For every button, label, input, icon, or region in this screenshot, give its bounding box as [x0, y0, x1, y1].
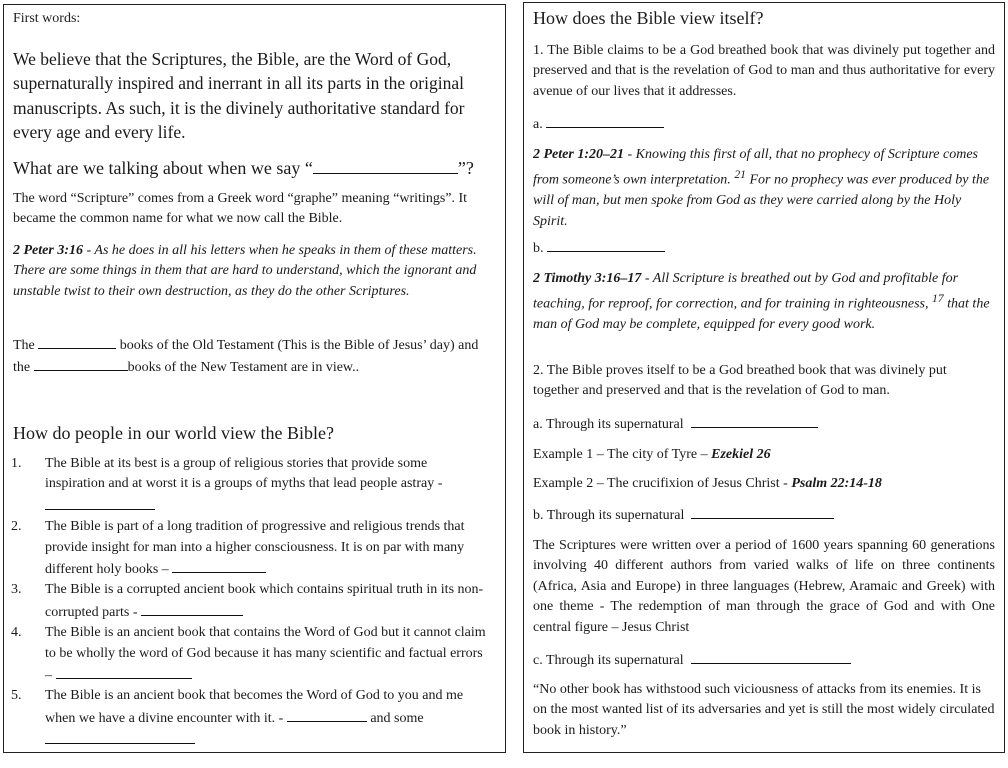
question-prefix: What are we talking about when we say “ — [13, 158, 313, 178]
books-sentence — [13, 334, 493, 379]
through-b-blank[interactable] — [691, 504, 834, 519]
first-words-label: First words: — [13, 11, 81, 26]
answer-blank[interactable] — [45, 495, 155, 510]
world-view-item — [11, 580, 486, 623]
answer-blank[interactable] — [172, 558, 266, 573]
through-c — [533, 649, 851, 671]
verse-21-marker: 21 — [734, 168, 746, 182]
closing-quote: “No other book has withstood such viciousness of attacks from its enemies. It is on the most wanted list of its adversaries and yet is still the most widely circulated book in history.” — [533, 682, 995, 738]
blank-a-label: a. — [533, 117, 543, 132]
item-text: The Bible is a corrupted ancient book which contains spiritual truth in its non-corrupted parts - — [45, 582, 484, 620]
world-view-item — [11, 454, 486, 517]
scriptures-facts: The Scriptures were written over a period of 1600 years spanning 60 generations involving 40 different authors from varied walks of life on three continents (Africa, Asia and Europe) in three languages (Hebrew, Aramaic and Greek) with one theme - The redemption of man through the grace of God and with One central figure – Jesus Christ — [533, 538, 995, 635]
answer-blank-1[interactable] — [287, 707, 367, 722]
answer-blank-2[interactable] — [45, 729, 195, 744]
answer-blank[interactable] — [56, 664, 192, 679]
item-text: The Bible at its best is a group of religious stories that provide some inspiration and at worst it is a groups of myths that lead people astray - — [45, 456, 443, 492]
world-view-item — [11, 623, 486, 686]
peter-3-16-passage — [13, 241, 493, 302]
verse-17-marker: 17 — [932, 292, 944, 306]
item-number: 4. — [11, 625, 22, 641]
peter-1-20-text-2: For no prophecy was ever produced by the will of man, but men spoke from God as they were carried along by the Holy Spirit. — [533, 173, 990, 229]
example-2 — [533, 474, 882, 494]
item-number: 3. — [11, 582, 22, 598]
item-text-mid: and some — [366, 710, 424, 726]
through-a-text: a. Through its supernatural — [533, 417, 684, 432]
through-c-blank[interactable] — [691, 649, 851, 664]
through-b-text: b. Through its supernatural — [533, 508, 685, 523]
through-b — [533, 504, 834, 526]
right-heading: How does the Bible view itself? — [533, 8, 764, 28]
item-number: 2. — [11, 519, 22, 535]
through-c-text: c. Through its supernatural — [533, 653, 684, 668]
peter-3-16-reference: 2 Peter 3:16 — [13, 243, 83, 258]
example-1-text: Example 1 – The city of Tyre – — [533, 447, 712, 462]
question-suffix: ”? — [457, 158, 474, 178]
item-text: The Bible is part of a long tradition of progressive and religious trends that provide insight for man into a higher consciousness. It is on par with many different holy books – — [45, 519, 465, 578]
item-text: The Bible is an ancient book that becomes the Word of God to you and me when we have a divine encounter with it. - — [45, 688, 464, 726]
answer-blank[interactable] — [141, 601, 243, 616]
timothy-text-1: - All Scripture is breathed out by God and profitable for teaching, for reproof, for correction, and for training in righteousness, — [533, 271, 959, 313]
point-2: 2. The Bible proves itself to be a God breathed book that was divinely put together and preserved and that is the revelation of God to man. — [533, 363, 947, 399]
blank-b — [533, 237, 665, 259]
new-testament-count-blank[interactable] — [34, 356, 128, 371]
item-text: The Bible is an ancient book that contains the Word of God but it cannot claim to be wholly the word of God because it has many scientific and factual errors – — [45, 625, 486, 684]
scripture-definition: The word “Scripture” comes from a Greek word “graphe” meaning “writings”. It became the common name for what we now call the Bible. — [13, 191, 468, 227]
blank-b-label: b. — [533, 241, 544, 256]
world-view-heading: How do people in our world view the Bible? — [13, 423, 334, 443]
blank-b-line[interactable] — [547, 237, 665, 252]
point-1: 1. The Bible claims to be a God breathed book that was divinely put together and preserved and that is the revelation of God to man and thus authoritative for every avenue of our lives that it addresses. — [533, 43, 995, 99]
peter-1-20-text-1: - Knowing this first of all, that no prophecy of Scripture comes from someone’s own interpretation. — [533, 147, 978, 189]
peter-1-20-passage — [533, 145, 995, 232]
books-part1: The — [13, 338, 35, 353]
peter-1-20-reference: 2 Peter 1:20–21 — [533, 147, 624, 162]
world-view-item — [11, 517, 486, 580]
belief-statement: We believe that the Scriptures, the Bible, are the Word of God, supernaturally inspired and inerrant in all its parts in the original manuscripts. As such, it is the divinely authoritative standard for every age and every life. — [13, 49, 465, 143]
item-number: 1. — [11, 456, 22, 471]
question-heading — [13, 157, 493, 179]
through-a-blank[interactable] — [691, 413, 818, 428]
old-testament-count-blank[interactable] — [38, 334, 116, 349]
example-1-reference: Ezekiel 26 — [711, 447, 771, 462]
example-2-text: Example 2 – The crucifixion of Jesus Christ - — [533, 476, 792, 491]
example-2-reference: Psalm 22:14-18 — [791, 476, 882, 491]
timothy-text-2: that the man of God may be complete, equipped for every good work. — [533, 297, 990, 333]
books-part2: books of the Old Testament (This is the Bible of Jesus’ day) and the — [13, 338, 479, 376]
world-views-list — [11, 454, 486, 752]
timothy-passage — [533, 269, 995, 336]
world-view-item — [11, 686, 486, 751]
question-blank[interactable] — [313, 159, 458, 174]
peter-3-16-text: - As he does in all his letters when he speaks in them of these matters. There are some things in them that are hard to understand, which the ignorant and unstable twist to their own destruction, as they do the other Scriptures. — [13, 243, 477, 299]
example-1 — [533, 445, 771, 465]
through-a — [533, 413, 818, 435]
item-number: 5. — [11, 688, 22, 704]
blank-a-line[interactable] — [546, 113, 664, 128]
timothy-reference: 2 Timothy 3:16–17 — [533, 271, 642, 286]
books-part3: books of the New Testament are in view.. — [127, 360, 360, 376]
blank-a — [533, 113, 664, 135]
